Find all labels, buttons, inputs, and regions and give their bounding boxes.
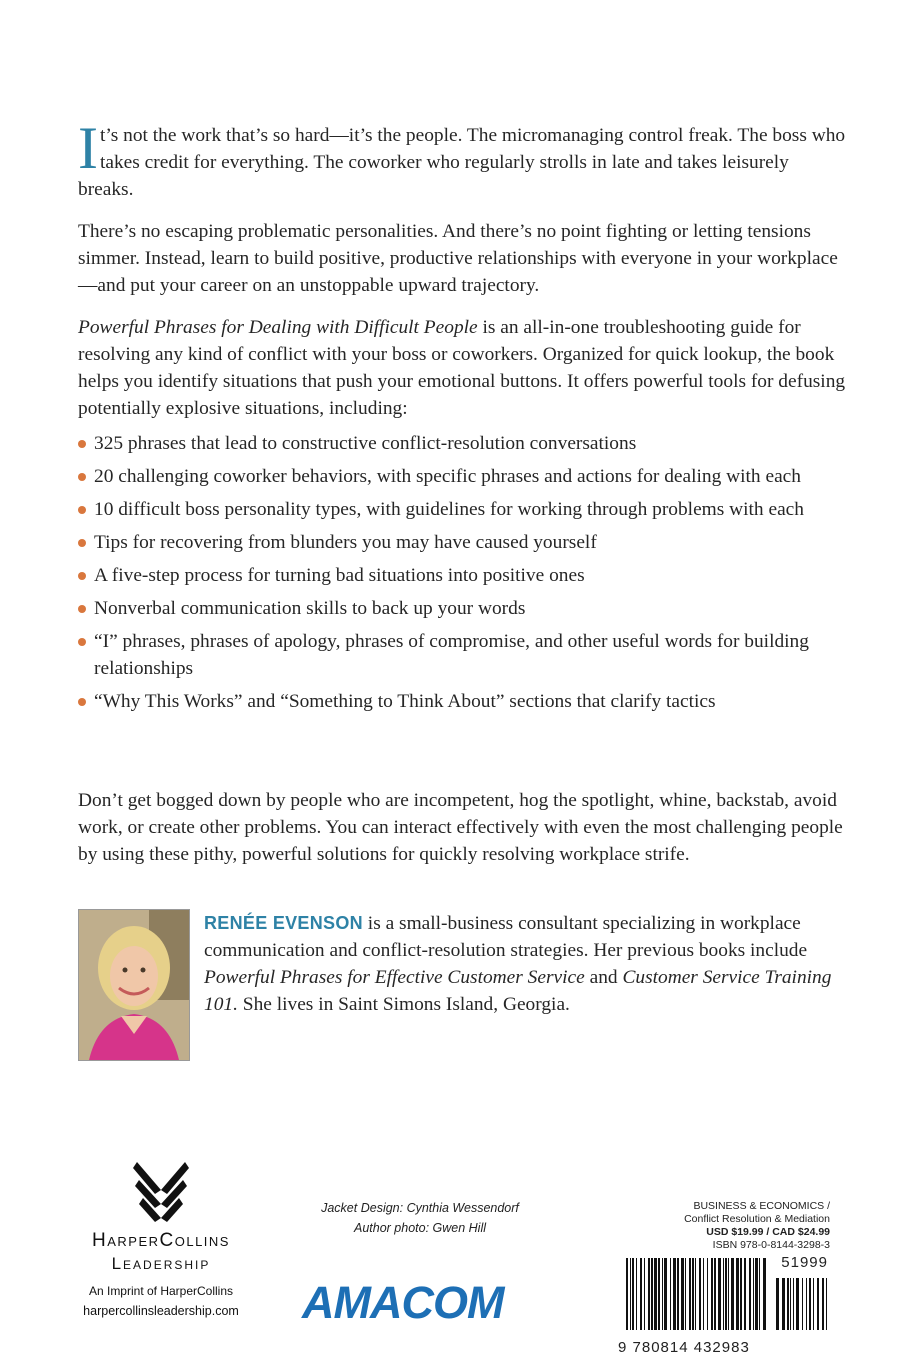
bullet-icon	[78, 638, 86, 646]
harpercollins-logo-block	[68, 1160, 254, 1318]
list-item: 325 phrases that lead to constructive conflict-resolution conversations	[78, 430, 848, 457]
bullet-icon	[78, 440, 86, 448]
isbn-block	[620, 1200, 830, 1252]
bullet-icon	[78, 473, 86, 481]
bullet-icon	[78, 572, 86, 580]
list-item: “Why This Works” and “Something to Think About” sections that clarify tactics	[78, 688, 848, 715]
bullet-icon	[78, 605, 86, 613]
price-code: 51999	[781, 1254, 828, 1271]
author-bio: RENÉE EVENSON is a small-business consultant specializing in workplace communication and conflict-resolution strategies. Her previous books include Powerful Phrases for Effective Customer Service and Customer Service Training 101. She lives in Saint Simons Island, Georgia.	[204, 913, 832, 1015]
author-portrait-icon	[79, 910, 189, 1060]
list-item: A five-step process for turning bad situations into positive ones	[78, 562, 848, 589]
price: USD $19.99 / CAD $24.99	[706, 1226, 830, 1238]
list-item: 20 challenging coworker behaviors, with specific phrases and actions for dealing with each	[78, 463, 848, 490]
intro-paragraph	[78, 115, 848, 203]
paragraph-3-text: is an all-in-one troubleshooting guide for resolving any kind of conflict with your boss or coworkers. Organized for quick lookup, the book helps you identify situations that push your emotional buttons. It offers powerful tools for defusing potentially explosive situations, including:	[78, 317, 846, 419]
intro-text: t’s not the work that’s so hard—it’s the people. The micromanaging control freak. The boss who takes credit for everything. The coworker who regularly strolls in late and takes leisurely breaks.	[78, 125, 846, 200]
previous-book-1: Powerful Phrases for Effective Customer Service	[204, 967, 585, 988]
harpercollins-flame-icon	[131, 1160, 191, 1224]
list-item: 10 difficult boss personality types, with guidelines for working through problems with each	[78, 496, 848, 523]
publisher-imprint: An Imprint of HarperCollins	[88, 1284, 234, 1298]
author-photo	[78, 909, 190, 1061]
jacket-design-credit: Jacket Design: Cynthia Wessendorf	[321, 1201, 519, 1215]
list-item: Nonverbal communication skills to back up your words	[78, 595, 848, 622]
category-line-1: BUSINESS & ECONOMICS /	[693, 1200, 830, 1212]
publisher-url[interactable]: harpercollinsleadership.com	[83, 1304, 239, 1318]
author-photo-credit: Author photo: Gwen Hill	[353, 1221, 486, 1235]
publisher-name: HarperCollins	[92, 1230, 230, 1251]
paragraph-3	[78, 314, 848, 422]
bullet-icon	[78, 506, 86, 514]
drop-cap: I	[78, 115, 98, 181]
paragraph-4: Don’t get bogged down by people who are incompetent, hog the spotlight, whine, backstab, avoid work, or create other problems. You can interact effectively with even the most challenging people by using these pithy, powerful solutions for quickly resolving workplace strife.	[78, 790, 843, 865]
previous-book-2: Customer Service Training 101.	[204, 967, 832, 1015]
feature-list	[78, 430, 848, 721]
list-item: “I” phrases, phrases of apology, phrases of compromise, and other useful words for building relationships	[78, 628, 848, 682]
bullet-icon	[78, 698, 86, 706]
amacom-logo: AMACOM	[302, 1277, 504, 1328]
bullet-icon	[78, 539, 86, 547]
list-item: Tips for recovering from blunders you may have caused yourself	[78, 529, 848, 556]
category-line-2: Conflict Resolution & Mediation	[684, 1213, 830, 1225]
publisher-division: Leadership	[111, 1254, 211, 1273]
barcode-digits: 9 780814 432983	[618, 1339, 768, 1356]
cover-credits	[300, 1198, 540, 1238]
barcode	[618, 1254, 830, 1356]
author-name: RENÉE EVENSON	[204, 913, 363, 933]
book-title: Powerful Phrases for Dealing with Difficult People	[78, 317, 478, 338]
paragraph-2: There’s no escaping problematic personalities. And there’s no point fighting or letting tensions simmer. Instead, learn to build positive, productive relationships with everyone in your workplace—and put your career on an unstoppable upward trajectory.	[78, 221, 838, 296]
isbn-number: ISBN 978-0-8144-3298-3	[712, 1239, 830, 1251]
